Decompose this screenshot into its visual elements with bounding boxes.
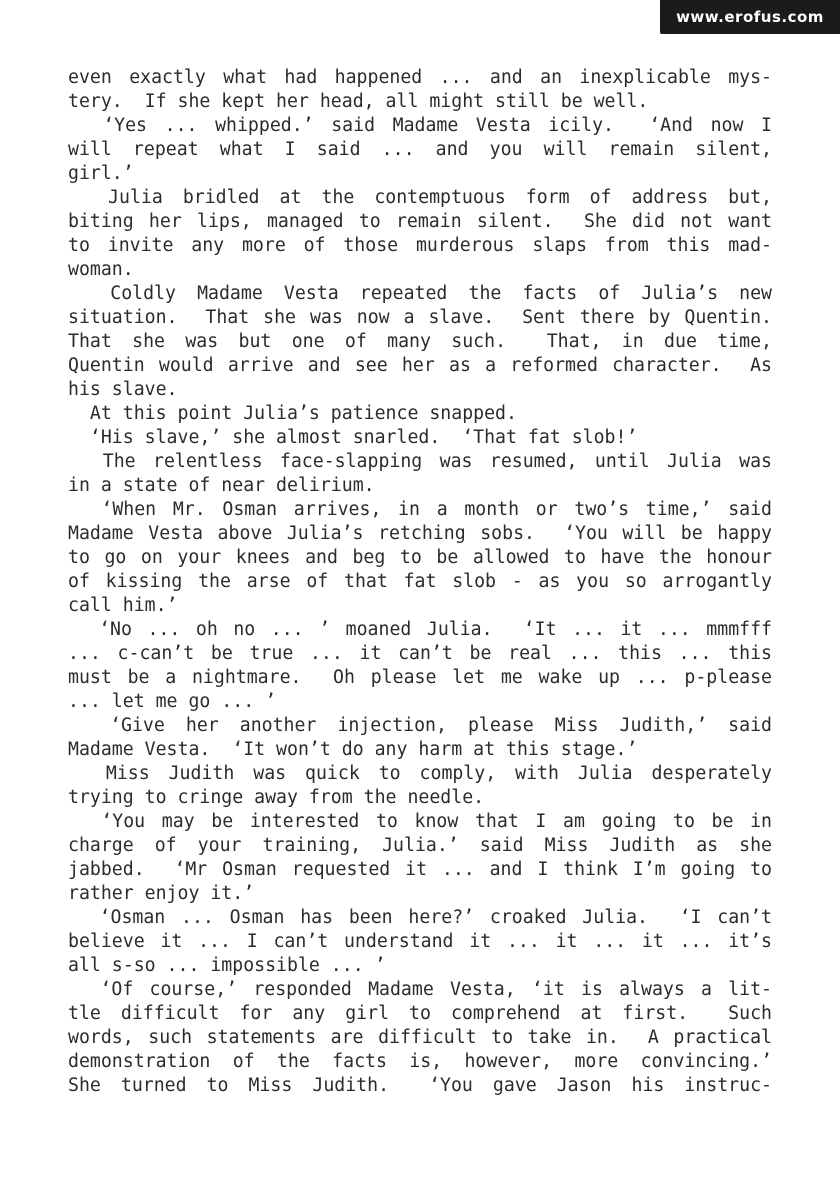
text-line: will repeat what I said ... and you will remain silent, (68, 139, 772, 160)
book-page-text (68, 66, 772, 1098)
text-line: At this point Julia’s patience snapped. (68, 403, 517, 424)
text-line: to invite any more of those murderous slaps from this mad- (68, 235, 772, 256)
text-line: ... let me go ... ’ (68, 691, 277, 712)
text-line: even exactly what had happened ... and an inexplicable mys- (68, 67, 772, 88)
text-line: Quentin would arrive and see her as a reformed character. As (68, 355, 772, 376)
text-line: ‘Osman ... Osman has been here?’ croaked Julia. ‘I can’t (68, 907, 772, 928)
text-line: believe it ... I can’t understand it ... it ... it ... it’s (68, 931, 772, 952)
text-line: ‘No ... oh no ... ’ moaned Julia. ‘It ... it ... mmmfff (68, 619, 772, 640)
text-line: ‘Give her another injection, please Miss Judith,’ said (68, 715, 772, 736)
text-line: ‘His slave,’ she almost snarled. ‘That fat slob!’ (68, 427, 638, 448)
text-line: ‘Yes ... whipped.’ said Madame Vesta icily. ‘And now I (68, 115, 772, 136)
text-line: tle difficult for any girl to comprehend at first. Such (68, 1003, 772, 1024)
text-line: Julia bridled at the contemptuous form of address but, (68, 187, 772, 208)
text-line: situation. That she was now a slave. Sent there by Quentin. (68, 307, 772, 328)
text-line: all s-so ... impossible ... ’ (68, 955, 386, 976)
text-line: The relentless face-slapping was resumed, until Julia was (68, 451, 772, 472)
text-line: ... c-can’t be true ... it can’t be real ... this ... this (68, 643, 772, 664)
text-line: woman. (68, 259, 134, 280)
text-line: charge of your training, Julia.’ said Miss Judith as she (68, 835, 772, 856)
text-line: She turned to Miss Judith. ‘You gave Jason his instruc- (68, 1075, 772, 1096)
site-watermark (660, 0, 840, 34)
text-line: ‘Of course,’ responded Madame Vesta, ‘it is always a lit- (68, 979, 772, 1000)
text-line: call him.’ (68, 595, 178, 616)
text-line: That she was but one of many such. That, in due time, (68, 331, 772, 352)
text-line: Madame Vesta above Julia’s retching sobs. ‘You will be happy (68, 523, 772, 544)
text-line: biting her lips, managed to remain silent. She did not want (68, 211, 772, 232)
watermark-text: www.erofus.com (676, 8, 824, 26)
text-line: jabbed. ‘Mr Osman requested it ... and I think I’m going to (68, 859, 772, 880)
text-line: demonstration of the facts is, however, more convincing.’ (68, 1051, 772, 1072)
text-line: Coldly Madame Vesta repeated the facts of Julia’s new (68, 283, 772, 304)
text-line: must be a nightmare. Oh please let me wake up ... p-please (68, 667, 772, 688)
text-line: his slave. (68, 379, 178, 400)
text-line: Miss Judith was quick to comply, with Julia desperately (68, 763, 772, 784)
text-line: ‘When Mr. Osman arrives, in a month or two’s time,’ said (68, 499, 772, 520)
text-line: girl.’ (68, 163, 134, 184)
text-line: in a state of near delirium. (68, 475, 375, 496)
text-line: tery. If she kept her head, all might still be well. (68, 91, 649, 112)
text-line: ‘You may be interested to know that I am going to be in (68, 811, 772, 832)
text-line: of kissing the arse of that fat slob - as you so arrogantly (68, 571, 772, 592)
text-line: trying to cringe away from the needle. (68, 787, 485, 808)
text-line: to go on your knees and beg to be allowed to have the honour (68, 547, 772, 568)
text-line: rather enjoy it.’ (68, 883, 255, 904)
text-line: words, such statements are difficult to take in. A practical (68, 1027, 772, 1048)
text-line: Madame Vesta. ‘It won’t do any harm at this stage.’ (68, 739, 638, 760)
